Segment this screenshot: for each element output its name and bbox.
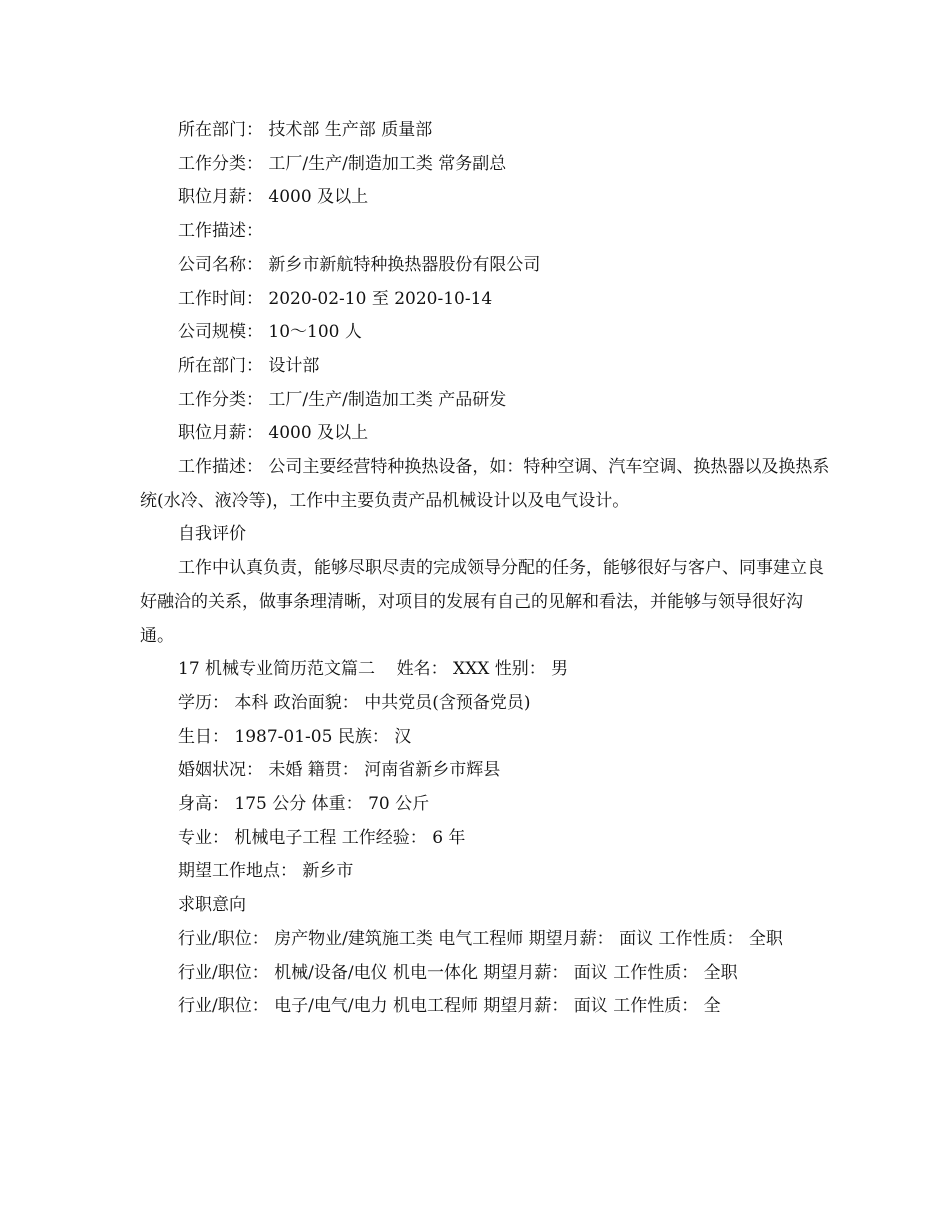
job-category-line: 工作分类： 工厂/生产/制造加工类 常务副总 bbox=[178, 153, 507, 174]
company-name-line: 公司名称： 新乡市新航特种换热器股份有限公司 bbox=[178, 254, 541, 275]
job-intention-item: 行业/职位： 机械/设备/电仪 机电一体化 期望月薪： 面议 工作性质： 全职 bbox=[178, 962, 738, 983]
birthday-ethnicity-line: 生日： 1987-01-05 民族： 汉 bbox=[178, 726, 412, 747]
department-line: 所在部门： 设计部 bbox=[178, 355, 320, 376]
expected-work-location-line: 期望工作地点： 新乡市 bbox=[178, 861, 354, 882]
monthly-salary-line: 职位月薪： 4000 及以上 bbox=[178, 187, 369, 208]
department-line: 所在部门： 技术部 生产部 质量部 bbox=[178, 120, 433, 140]
job-intention-item: 行业/职位： 房产物业/建筑施工类 电气工程师 期望月薪： 面议 工作性质： 全职 bbox=[178, 928, 783, 949]
work-period-line: 工作时间： 2020-02-10 至 2020-10-14 bbox=[178, 288, 493, 309]
height-weight-line: 身高： 175 公分 体重： 70 公斤 bbox=[178, 794, 430, 815]
resume-title-name-gender-line: 17 机械专业简历范文篇二 姓名： XXX 性别： 男 bbox=[178, 659, 569, 680]
education-political-status-line: 学历： 本科 政治面貌： 中共党员(含预备党员) bbox=[178, 692, 531, 713]
resume-content bbox=[140, 114, 830, 1024]
company-size-line: 公司规模： 10～100 人 bbox=[178, 322, 362, 343]
marital-status-native-place-line: 婚姻状况： 未婚 籍贯： 河南省新乡市辉县 bbox=[178, 760, 501, 781]
job-intention-item: 行业/职位： 电子/电气/电力 机电工程师 期望月薪： 面议 工作性质： 全 bbox=[178, 996, 721, 1017]
job-description-paragraph: 工作描述： 公司主要经营特种换热设备，如：特种空调、汽车空调、换热器以及换热系统(水冷、液冷等)，工作中主要负责产品机械设计以及电气设计。 bbox=[140, 457, 830, 511]
monthly-salary-line: 职位月薪： 4000 及以上 bbox=[178, 423, 369, 444]
major-experience-line: 专业： 机械电子工程 工作经验： 6 年 bbox=[178, 827, 466, 848]
job-description-line: 工作描述： bbox=[178, 221, 263, 242]
self-evaluation-heading: 自我评价 bbox=[178, 524, 246, 545]
job-category-line: 工作分类： 工厂/生产/制造加工类 产品研发 bbox=[178, 389, 507, 410]
job-intention-heading: 求职意向 bbox=[178, 895, 246, 916]
self-evaluation-paragraph: 工作中认真负责，能够尽职尽责的完成领导分配的任务，能够很好与客户、同事建立良好融洽的关系，做事条理清晰，对项目的发展有自己的见解和看法，并能够与领导很好沟通。 bbox=[140, 558, 824, 646]
